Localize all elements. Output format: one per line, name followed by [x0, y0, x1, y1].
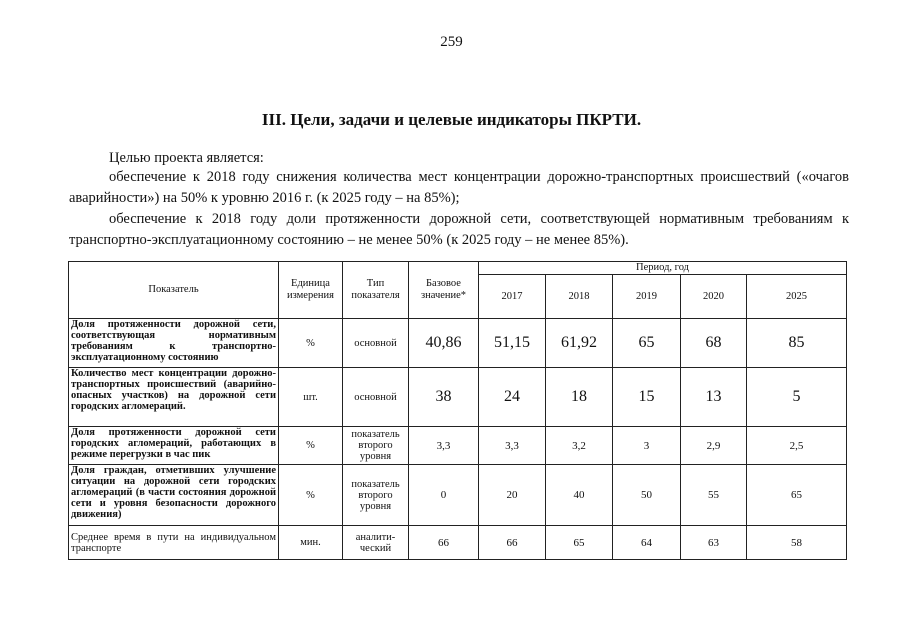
indicator-unit: мин.	[279, 526, 343, 560]
year-value: 58	[747, 526, 847, 560]
header-year: 2025	[747, 275, 847, 319]
indicator-type: показатель второго уровня	[343, 465, 409, 526]
indicator-type: основной	[343, 319, 409, 368]
indicator-unit: %	[279, 427, 343, 465]
year-value: 65	[546, 526, 613, 560]
indicator-unit: %	[279, 319, 343, 368]
year-value: 40	[546, 465, 613, 526]
header-type: Тип показателя	[343, 262, 409, 319]
year-value: 24	[479, 368, 546, 427]
goal-paragraph-1: обеспечение к 2018 году снижения количества мест концентрации дорожно-транспортных происшествий («очагов аварийности») на 50% к уровню 2016 г. (к 2025 году – на 85%);	[69, 169, 849, 206]
indicator-name: Доля граждан, отметивших улучшение ситуации на дорожной сети городских агломераций (в части состояния дорожной сети и уровня безопасности дорожного движения)	[69, 465, 279, 526]
header-indicator: Показатель	[69, 262, 279, 319]
year-value: 65	[747, 465, 847, 526]
year-value: 5	[747, 368, 847, 427]
indicator-unit: шт.	[279, 368, 343, 427]
header-year: 2019	[613, 275, 681, 319]
year-value: 3,2	[546, 427, 613, 465]
year-value: 63	[681, 526, 747, 560]
year-value: 51,15	[479, 319, 546, 368]
header-period: Период, год	[479, 262, 847, 275]
goal-paragraph-2: обеспечение к 2018 году доли протяженности дорожной сети, соответствующей нормативным требованиям к транспортно-эксплуатационному состоянию – не менее 50% (к 2025 году – не менее 85%).	[69, 211, 849, 248]
indicator-name: Доля протяженности дорожной сети городских агломераций, работающих в режиме перегрузки в час пик	[69, 427, 279, 465]
year-value: 55	[681, 465, 747, 526]
header-base: Базовое значение*	[409, 262, 479, 319]
intro-text: Целью проекта является:	[109, 150, 264, 166]
base-value: 3,3	[409, 427, 479, 465]
table-row	[69, 319, 847, 368]
year-value: 2,9	[681, 427, 747, 465]
base-value: 38	[409, 368, 479, 427]
year-value: 66	[479, 526, 546, 560]
header-unit: Единица измерения	[279, 262, 343, 319]
year-value: 15	[613, 368, 681, 427]
indicator-type: аналити-ческий	[343, 526, 409, 560]
base-value: 0	[409, 465, 479, 526]
year-value: 64	[613, 526, 681, 560]
indicator-name: Доля протяженности дорожной сети, соответствующая нормативным требованиям к транспортно-эксплуатационному состоянию	[69, 319, 279, 368]
indicator-name: Количество мест концентрации дорожно-транспортных происшествий (аварийно-опасных участков) на дорожной сети городских агломераций.	[69, 368, 279, 427]
year-value: 18	[546, 368, 613, 427]
indicator-type: основной	[343, 368, 409, 427]
table-row	[69, 427, 847, 465]
indicators-table	[68, 261, 847, 560]
year-value: 3,3	[479, 427, 546, 465]
indicator-name: Среднее время в пути на индивидуальном транспорте	[69, 526, 279, 560]
base-value: 40,86	[409, 319, 479, 368]
year-value: 50	[613, 465, 681, 526]
year-value: 13	[681, 368, 747, 427]
year-value: 20	[479, 465, 546, 526]
header-row-1	[69, 262, 847, 275]
section-heading: III. Цели, задачи и целевые индикаторы ПКРТИ.	[261, 110, 642, 129]
base-value: 66	[409, 526, 479, 560]
year-value: 85	[747, 319, 847, 368]
year-value: 65	[613, 319, 681, 368]
header-year: 2018	[546, 275, 613, 319]
indicator-type: показатель второго уровня	[343, 427, 409, 465]
year-value: 2,5	[747, 427, 847, 465]
table-row	[69, 368, 847, 427]
year-value: 68	[681, 319, 747, 368]
header-year: 2020	[681, 275, 747, 319]
table-row	[69, 526, 847, 560]
page-number: 259	[440, 34, 463, 50]
table-row	[69, 465, 847, 526]
header-year: 2017	[479, 275, 546, 319]
year-value: 3	[613, 427, 681, 465]
year-value: 61,92	[546, 319, 613, 368]
indicator-unit: %	[279, 465, 343, 526]
